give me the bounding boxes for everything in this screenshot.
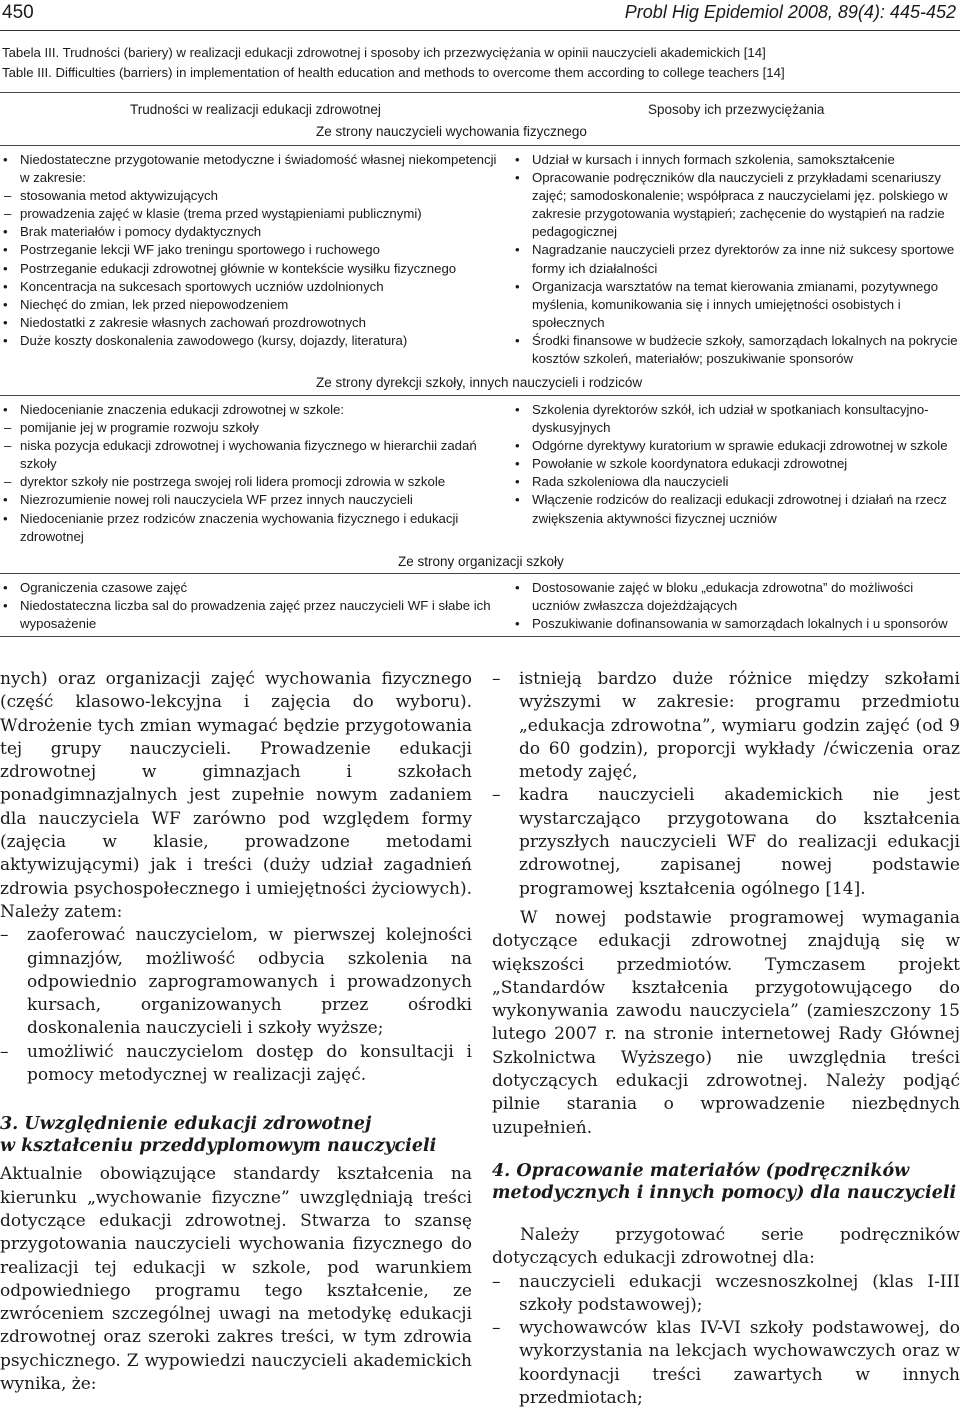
dash-subitem: – dyrektor szkoły nie postrzega swojej roli lidera promocji zdrowia w szkole [0, 473, 505, 491]
bullet-item: • Postrzeganie lekcji WF jako treningu sportowego i ruchowego [0, 241, 505, 259]
bullet-item: • Brak materiałów i pomocy dydaktycznych [0, 223, 505, 241]
body-column-right [492, 668, 960, 1409]
bullet-item: • Udział w kursach i innych formach szkolenia, samokształcenie [512, 151, 960, 169]
heading-line: w kształceniu przeddyplomowym nauczycieli [0, 1136, 437, 1157]
section-3-difficulties [0, 579, 505, 633]
section-heading-3 [0, 1113, 472, 1157]
dash-subitem: – stosowania metod aktywizujących [0, 187, 505, 205]
bullet-item: • Powołanie w szkole koordynatora edukacji zdrowotnej [512, 455, 960, 473]
body-list [492, 668, 960, 901]
table-caption-english: Table III. Difficulties (barriers) in implementation of health education and methods to overcome them according to college teachers [14] [2, 65, 785, 80]
body-list [0, 924, 472, 1087]
bullet-item: • Odgórne dyrektywy kuratorium w sprawie edukacji zdrowotnej w szkole [512, 437, 960, 455]
section-rule [0, 573, 960, 574]
bullet-item: • Niechęć do zmian, lek przed niepowodzeniem [0, 296, 505, 314]
bullet-item: • Niedocenianie znaczenia edukacji zdrowotnej w szkole: [0, 401, 505, 419]
bullet-item: • Włączenie rodziców do realizacji edukacji zdrowotnej i działań na rzecz zwiększenia aktywności fizycznej uczniów [512, 491, 960, 527]
bullet-item: • Rada szkoleniowa dla nauczycieli [512, 473, 960, 491]
list-item: – istnieją bardzo duże różnice między szkołami wyższymi w zakresie: programu przedmiotu „edukacja zdrowotna”, wymiaru godzin zajęć (od 9 do 60 godzin), proporcji wykłady /ćwiczenia oraz metody zajęć, [492, 668, 960, 784]
body-paragraph: Należy przygotować serie podręczników dotyczących edukacji zdrowotnej dla: [492, 1224, 960, 1269]
column-header-difficulties: Trudności w realizacji edukacji zdrowotnej [130, 102, 381, 117]
bullet-item: • Szkolenia dyrektorów szkół, ich udział w spotkaniach konsultacyjno-dyskusyjnych [512, 401, 960, 437]
bullet-item: • Nagradzanie nauczycieli przez dyrektorów za inne niż sukcesy sportowe formy ich działalności [512, 241, 960, 277]
section-rule [0, 395, 960, 396]
dash-subitem: – pomijanie jej w programie rozwoju szkoły [0, 419, 505, 437]
journal-reference: Probl Hig Epidemiol 2008, 89(4): 445-452 [624, 2, 956, 22]
section-1-difficulties [0, 151, 505, 350]
bullet-item: • Środki finansowe w budżecie szkoły, samorządach lokalnych na pokrycie kosztów szkoleń, materiałów; poszukiwanie sponsorów [512, 332, 960, 368]
bullet-item: • Poszukiwanie dofinansowania w samorządach lokalnych i u sponsorów [512, 615, 960, 633]
dash-subitem: – prowadzenia zajęć w klasie (trema przed wystąpieniami publicznymi) [0, 205, 505, 223]
list-item: – umożliwić nauczycielom dostęp do konsultacji i pomocy metodycznej w realizacji zajęć. [0, 1041, 472, 1088]
body-column-left [0, 668, 472, 1396]
section-title-school-management: Ze strony dyrekcji szkoły, innych nauczycieli i rodziców [316, 375, 643, 390]
section-1-solutions [512, 151, 960, 368]
table-caption-polish: Tabela III. Trudności (bariery) w realizacji edukacji zdrowotnej i sposoby ich przezwyciężania w opinii nauczycieli akademickich [14] [2, 45, 766, 60]
body-paragraph: W nowej podstawie programowej wymagania dotyczące edukacji zdrowotnej znajdują się w większości przedmiotów. Tymczasem projekt „Standardów kształcenia przygotowującego do wykonywania zawodu nauczyciela” (zamieszczony 15 lutego 2007 r. na stronie internetowej Rady Głównej Szkolnictwa Wyższego) nie uwzględnia treści dotyczących edukacji zdrowotnej. Należy podjąć pilnie starania o wprowadzenie niezbędnych uzupełnień. [492, 907, 960, 1138]
bullet-item: • Dostosowanie zajęć w bloku „edukacja zdrowotna” do możliwości uczniów zwłaszcza dojeżdżających [512, 579, 960, 615]
bullet-item: • Niedostatki z zakresie własnych zachowań prozdrowotnych [0, 314, 505, 332]
section-2-solutions [512, 401, 960, 528]
body-paragraph: nych) oraz organizacji zajęć wychowania fizycznego (część klasowo-lekcyjna i zajęcia do wyboru). Wdrożenie tych zmian wymagać będzie przygotowania tej grupy nauczycieli. Prowadzenie edukacji zdrowotnej w gimnazjach i szkołach ponadgimnazjalnych jest zupełnie nowym zadaniem dla nauczyciela WF zarówno pod względem formy (zajęcia w klasie, prowadzone metodami aktywizującymi) jak i treści (duży udział zagadnień zdrowia psychospołecznego i umiejętności życiowych). Należy zatem: [0, 669, 472, 922]
page-header [0, 0, 960, 32]
section-title-school-organization: Ze strony organizacji szkoły [398, 554, 564, 569]
list-item: – nauczycieli edukacji wczesnoszkolnej (klas I-III szkoły podstawowej); [492, 1271, 960, 1318]
table-top-rule [0, 92, 960, 93]
heading-line: 3. Uwzględnienie edukacji zdrowotnej [0, 1114, 372, 1135]
dash-subitem: – niska pozycja edukacji zdrowotnej i wychowania fizycznego w hierarchii zadań szkoły [0, 437, 505, 473]
table-iii [0, 92, 960, 637]
list-item: – zaoferować nauczycielom, w pierwszej kolejności gimnazjów, możliwość odbycia szkolenia na odpowiednio zaprogramowanych i prowadzonych kursach, organizowanych przez ośrodki doskonalenia nauczycieli i szkoły wyższe; [0, 924, 472, 1040]
bullet-item: • Koncentracja na sukcesach sportowych uczniów uzdolnionych [0, 278, 505, 296]
page-number: 450 [2, 2, 34, 23]
list-item: – kadra nauczycieli akademickich nie jest wystarczająco przygotowana do kształcenia przyszłych nauczycieli WF do realizacji edukacji zdrowotnej, zapisanej nowej podstawie programowej kształcenia ogólnego [14]. [492, 784, 960, 900]
bullet-item: • Niedocenianie przez rodziców znaczenia wychowania fizycznego i edukacji zdrowotnej [0, 510, 505, 546]
bullet-item: • Niezrozumienie nowej roli nauczyciela WF przez innych nauczycieli [0, 491, 505, 509]
column-header-solutions: Sposoby ich przezwyciężania [648, 102, 825, 117]
section-title-pe-teachers: Ze strony nauczycieli wychowania fizycznego [316, 124, 587, 139]
section-2-difficulties [0, 401, 505, 546]
list-item: – wychowawców klas IV-VI szkoły podstawowej, do wykorzystania na lekcjach wychowawczych oraz w koordynacji treści zawartych w innych przedmiotach; [492, 1317, 960, 1409]
body-list [492, 1271, 960, 1409]
bullet-item: • Duże koszty doskonalenia zawodowego (kursy, dojazdy, literatura) [0, 332, 505, 350]
bullet-item: • Organizacja warsztatów na temat kierowania zmianami, pozytywnego myślenia, komunikowania się i innych umiejętności osobistych i społecznych [512, 278, 960, 332]
table-bottom-rule [0, 636, 960, 637]
bullet-item: • Ograniczenia czasowe zajęć [0, 579, 505, 597]
bullet-item: • Postrzeganie edukacji zdrowotnej głównie w kontekście wysiłku fizycznego [0, 260, 505, 278]
section-3-solutions [512, 579, 960, 633]
header-rule [0, 30, 960, 31]
bullet-item: • Niedostateczna liczba sal do prowadzenia zajęć przez nauczycieli WF i słabe ich wyposażenie [0, 597, 505, 633]
bullet-item: • Niedostateczne przygotowanie metodyczne i świadomość własnej niekompetencji w zakresie: [0, 151, 505, 187]
bullet-item: • Opracowanie podręczników dla nauczycieli z przykładami scenariuszy zajęć; samodoskonalenie; współpraca z nauczycielami jęz. polskiego w zakresie przygotowania wystąpień; zachęcenie do wystąpień na radzie pedagogicznej [512, 169, 960, 241]
section-rule [0, 145, 960, 146]
section-heading-4: 4. Opracowanie materiałów (podręczników metodycznych i innych pomocy) dla nauczycieli [492, 1160, 957, 1203]
body-paragraph: Aktualnie obowiązujące standardy kształcenia na kierunku „wychowanie fizyczne” uwzględniają treści dotyczące edukacji zdrowotnej. Stwarza to szansę przygotowania nauczycieli wychowania fizycznego do realizacji tej edukacji w szkole, pod warunkiem odpowiedniego programu tego kształcenie, ze zwróceniem szczególnej uwagi na metodykę edukacji zdrowotnej oraz szeroki zakres treści, w tym zdrowia psychicznego. Z wypowiedzi nauczycieli akademickich wynika, że: [0, 1164, 472, 1395]
